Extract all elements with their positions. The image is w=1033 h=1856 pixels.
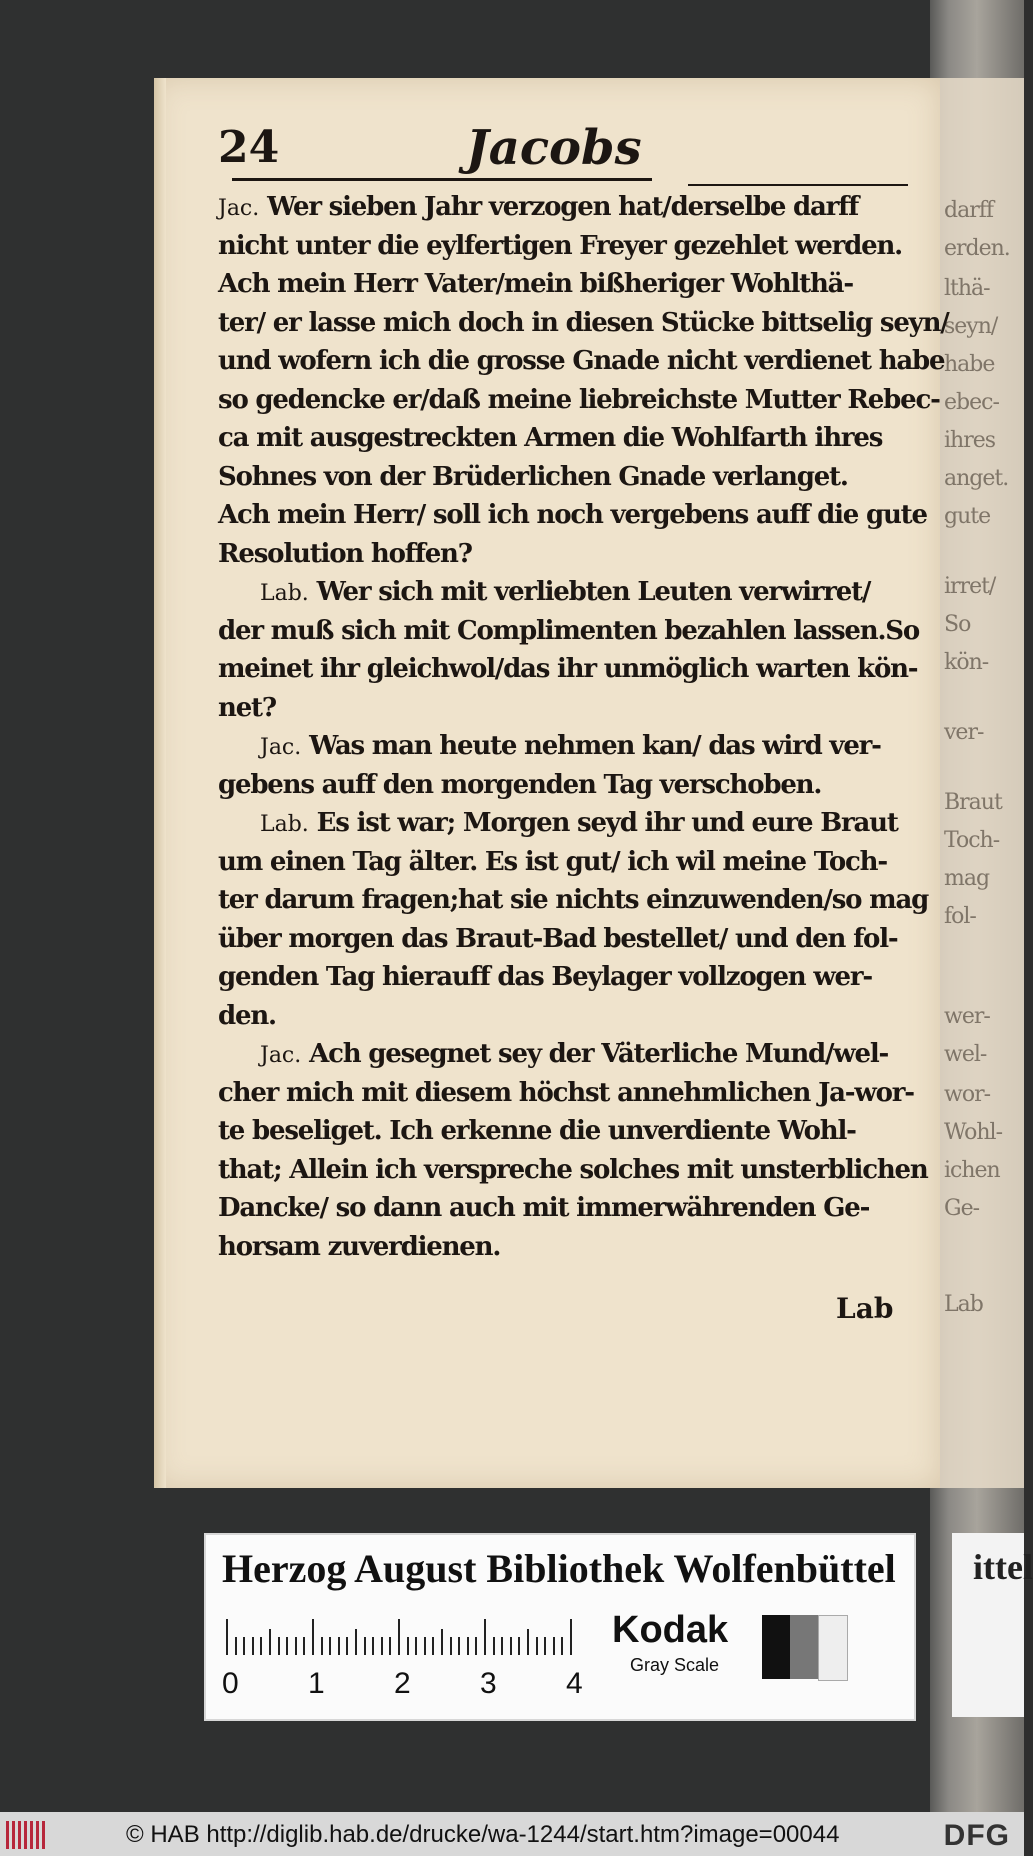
body-text [218,188,949,1266]
ruler-number: 1 [308,1667,325,1700]
adjacent-text-fragment: irret/ [944,574,996,599]
dfg-logo: DFG [943,1819,1010,1852]
library-name: Herzog August Bibliothek Wolfenbüttel [222,1546,896,1591]
ruler-tick [243,1637,245,1655]
line-text: Wer sich mit verliebten Leuten verwirret/ [316,577,871,607]
text-line [218,804,918,843]
adjacent-text-fragment: Wohl- [944,1120,1003,1145]
line-text: Ach mein Herr Vater/mein bißheriger Wohlthä- [218,269,853,299]
text-line [218,496,927,535]
speaker-label: Lab. [260,812,309,837]
ruler-tick [389,1637,391,1655]
adjacent-text-fragment: Lab [944,1292,983,1317]
line-text: so gedencke er/daß meine liebreichste Mutter Rebec- [218,384,940,415]
line-text: Was man heute nehmen kan/ das wird ver- [309,731,881,761]
ruler-tick [510,1637,512,1655]
speaker-label: Jac. [218,196,260,221]
ruler-tick [226,1619,228,1655]
line-text: Wer sieben Jahr verzogen hat/derselbe darff [267,192,859,222]
adjacent-text-fragment: Ge- [944,1196,980,1221]
line-text: cher mich mit diesem höchst annehmlichen Ja-wor- [218,1077,914,1108]
ruler-tick [252,1637,254,1655]
page-gutter [154,78,166,1488]
catchword: Lab [836,1292,894,1325]
text-line [218,265,918,304]
ruler-tick [381,1637,383,1655]
text-line [218,304,949,343]
running-title: Jacobs [466,120,642,176]
ruler-tick [407,1637,409,1655]
adjacent-text-fragment: Braut [944,790,1002,815]
ruler-number: 2 [394,1667,411,1700]
ruler-tick [321,1637,323,1655]
adjacent-text-fragment: darff [944,198,994,223]
header-rule [232,178,652,181]
adjacent-text-fragment: ebec- [944,390,999,415]
ruler-tick [346,1637,348,1655]
ruler-number: 0 [222,1667,239,1700]
speaker-label: Jac. [260,1043,302,1068]
line-text: ter darum fragen;hat sie nichts einzuwenden/so mag [218,885,929,915]
text-line [218,1074,918,1113]
text-line [218,766,918,805]
ruler-tick [235,1637,237,1655]
adjacent-text-fragment: ihres [944,428,996,453]
text-line [218,958,918,997]
text-line [218,342,945,381]
ruler-tick [501,1637,503,1655]
ruler-tick [458,1637,460,1655]
line-text: um einen Tag älter. Es ist gut/ ich wil meine Toch- [218,846,887,877]
ruler-tick [553,1637,555,1655]
line-text: genden Tag hierauff das Beylager vollzogen wer- [218,962,872,992]
gray-swatch-black [762,1615,790,1679]
adjacent-text-fragment: ichen [944,1158,1000,1183]
gray-swatch-white [818,1615,848,1681]
page-number: 24 [218,122,280,173]
ruler-tick [278,1637,280,1655]
text-line [218,689,918,728]
hab-barcode-icon [6,1821,48,1849]
text-line [218,920,918,959]
ruler-tick [355,1629,357,1655]
text-line [218,227,918,266]
line-text: Es ist war; Morgen seyd ihr und eure Braut [316,808,898,838]
line-text: über morgen das Braut-Bad bestellet/ und den fol- [218,923,898,954]
line-text: Resolution hoffen? [218,538,472,569]
ruler-tick [467,1637,469,1655]
speaker-label: Jac. [260,735,302,760]
adjacent-text-fragment: wor- [944,1082,991,1107]
line-text: net? [218,692,276,723]
ruler-tick [286,1637,288,1655]
line-text: horsam zuverdienen. [218,1231,501,1262]
text-line [218,1189,918,1228]
adjacent-text-fragment: mag [944,866,990,891]
adjacent-text-fragment: wer- [944,1004,990,1029]
line-text: Sohnes von der Brüderlichen Gnade verlanget. [218,461,848,492]
text-line [218,1228,918,1267]
text-line [218,419,918,458]
ruler-number: 4 [566,1667,583,1700]
adjacent-text-fragment: seyn/ [944,314,998,339]
ruler-tick [475,1637,477,1655]
ruler-tick [570,1619,572,1655]
adjacent-text-fragment: lthä- [944,276,990,301]
text-line [218,1035,918,1074]
adjacent-text-fragment: Toch- [944,828,1000,853]
text-line [218,881,929,920]
line-text: gebens auff den morgenden Tag verschoben. [218,769,822,800]
ruler-tick [544,1637,546,1655]
ruler-tick [312,1619,314,1655]
ruler-number: 3 [480,1667,497,1700]
gray-swatch-gray [790,1615,818,1679]
adjacent-text-fragment: wel- [944,1042,987,1067]
text-line [218,727,918,766]
line-text: Ach mein Herr/ soll ich noch vergebens auff die gute [218,500,927,530]
header-rule-right [688,184,908,186]
ruler-tick [484,1619,486,1655]
line-text: nicht unter die eylfertigen Freyer gezehlet werden. [218,230,903,261]
ruler-tick [303,1637,305,1655]
text-line [218,1151,928,1190]
ruler-tick [364,1637,366,1655]
text-line [218,997,918,1036]
adjacent-text-fragment: fol- [944,904,976,929]
text-line [218,612,918,651]
line-text: that; Allein ich verspreche solches mit unsterblichen [218,1154,928,1185]
ruler-tick [295,1637,297,1655]
text-line [218,535,918,574]
ruler-tick [269,1629,271,1655]
gray-scale-label: Gray Scale [630,1655,720,1675]
ruler-tick [450,1637,452,1655]
footer-bar [0,1812,1024,1856]
ruler-tick [424,1637,426,1655]
line-text: ter/ er lasse mich doch in diesen Stücke bittselig seyn/ [218,307,949,338]
line-text: den. [218,1000,276,1031]
text-line [218,843,918,882]
ruler-tick [329,1637,331,1655]
line-text: ca mit ausgestreckten Armen die Wohlfarth ihres [218,423,883,453]
adjacent-text-fragment: anget. [944,466,1009,491]
adjacent-library-text: ittel [973,1547,1033,1587]
ruler-tick [398,1619,400,1655]
kodak-label: Kodak [612,1609,729,1651]
ruler-tick [518,1637,520,1655]
adjacent-text-fragment: ver- [944,720,984,745]
text-line [218,1112,918,1151]
ruler-tick [415,1637,417,1655]
text-line [218,458,918,497]
ruler-tick [441,1629,443,1655]
speaker-label: Lab. [260,581,309,606]
adjacent-text-fragment: So [944,612,971,637]
ruler-tick [338,1637,340,1655]
ruler-tick [372,1637,374,1655]
ruler-tick [432,1637,434,1655]
line-text: Ach gesegnet sey der Väterliche Mund/wel- [309,1039,889,1069]
line-text: der muß sich mit Complimenten bezahlen lassen.So [218,615,920,646]
ruler-tick [527,1629,529,1655]
text-line [218,381,940,420]
page-header [218,122,918,178]
text-line [218,650,918,689]
adjacent-text-fragment: erden. [944,236,1010,261]
text-line [218,573,918,612]
line-text: te beseliget. Ich erkenne die unverdiente Wohl- [218,1116,856,1146]
ruler-tick [561,1637,563,1655]
line-text: Dancke/ so dann auch mit immerwährenden Ge- [218,1193,870,1223]
adjacent-text-fragment: kön- [944,650,989,675]
footer-url-text[interactable]: © HAB http://diglib.hab.de/drucke/wa-1244/start.htm?image=00044 [126,1821,840,1848]
line-text: und wofern ich die grosse Gnade nicht verdienet habe [218,346,945,376]
text-line [218,188,918,227]
adjacent-text-fragment: habe [944,352,995,377]
library-color-strip [204,1533,916,1721]
ruler-tick [536,1637,538,1655]
ruler-tick [493,1637,495,1655]
measurement-ruler [222,1613,582,1709]
ruler-tick [260,1637,262,1655]
line-text: meinet ihr gleichwol/das ihr unmöglich warten kön- [218,654,918,684]
adjacent-text-fragment: gute [944,504,991,529]
